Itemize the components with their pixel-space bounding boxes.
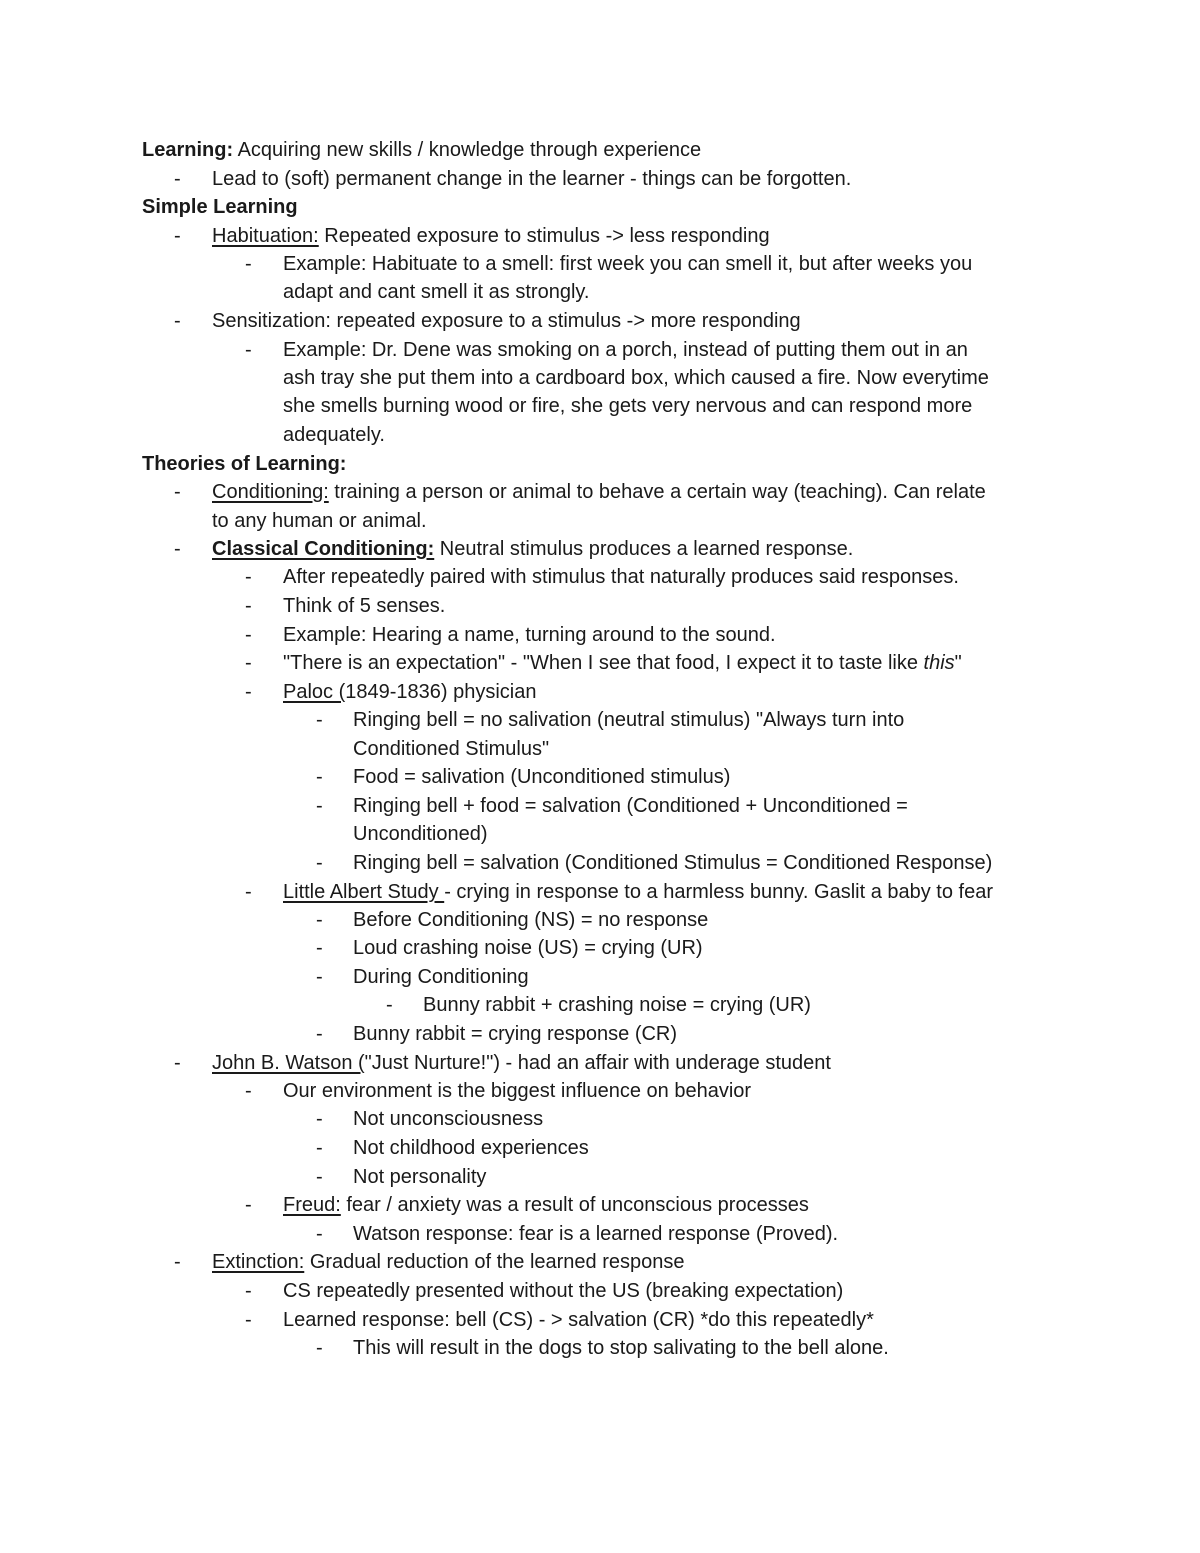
bullet-dash: - — [316, 966, 323, 988]
bullet-dash: - — [245, 1280, 252, 1302]
note-line — [142, 450, 346, 478]
note-line — [212, 535, 853, 563]
bullet-dash: - — [316, 1137, 323, 1159]
note-text: Bunny rabbit = crying response (CR) — [353, 1023, 678, 1045]
bullet-dash: - — [174, 168, 181, 190]
note-line — [353, 820, 488, 848]
note-line — [283, 878, 993, 906]
note-text: adequately. — [283, 424, 385, 446]
note-text: Extinction: — [212, 1251, 305, 1273]
note-text: Learned response: bell (CS) - > salvation (CR) *do this repeatedly* — [283, 1309, 874, 1331]
note-text: Think of 5 senses. — [283, 595, 446, 617]
note-text: training a person or animal to behave a certain way (teaching). Can relate — [328, 481, 986, 503]
note-text: Loud crashing noise (US) = crying (UR) — [353, 937, 703, 959]
note-line — [283, 1306, 874, 1334]
bullet-dash: - — [316, 1337, 323, 1359]
note-text: - crying in response to a harmless bunny. Gaslit a baby to fear — [444, 881, 993, 903]
note-text: Conditioning: — [212, 481, 329, 503]
note-line — [283, 1077, 751, 1105]
note-line — [212, 307, 801, 335]
note-line — [353, 906, 708, 934]
note-text: Gradual reduction of the learned response — [304, 1251, 685, 1273]
note-text: Ringing bell = no salivation (neutral stimulus) "Always turn into — [353, 709, 905, 731]
bullet-dash: - — [316, 766, 323, 788]
note-text: ash tray she put them into a cardboard box, which caused a fire. Now everytime — [283, 367, 989, 389]
note-text: Learning: — [142, 139, 234, 161]
note-line — [283, 563, 959, 591]
note-line — [142, 193, 298, 221]
note-text: Little Albert Study — [283, 881, 445, 903]
note-text: Paloc ( — [283, 681, 346, 703]
note-text: Sensitization: repeated exposure to a stimulus -> more responding — [212, 310, 801, 332]
note-text: Theories of Learning: — [142, 453, 347, 475]
note-line — [212, 222, 770, 250]
note-text: Bunny rabbit + crashing noise = crying (UR) — [423, 994, 811, 1016]
note-line — [283, 336, 968, 364]
note-text: Not childhood experiences — [353, 1137, 589, 1159]
note-line — [283, 421, 385, 449]
note-text: John B. Watson ( — [212, 1052, 365, 1074]
note-text: Acquiring new skills / knowledge through experience — [233, 139, 702, 161]
bullet-dash: - — [316, 852, 323, 874]
note-text: Conditioned Stimulus" — [353, 738, 550, 760]
bullet-dash: - — [174, 538, 181, 560]
note-line — [353, 1163, 486, 1191]
note-text: Simple Learning — [142, 196, 298, 218]
note-text: This will result in the dogs to stop salivating to the bell alone. — [353, 1337, 889, 1359]
note-text: "Just Nurture!") - had an affair with underage student — [364, 1052, 831, 1074]
bullet-dash: - — [245, 681, 252, 703]
note-line — [423, 991, 811, 1019]
note-line — [283, 649, 962, 677]
bullet-dash: - — [316, 1166, 323, 1188]
note-line — [283, 1191, 809, 1219]
note-line — [212, 1248, 685, 1276]
bullet-dash: - — [245, 595, 252, 617]
note-text: " — [954, 652, 962, 674]
bullet-dash: - — [245, 339, 252, 361]
note-text: After repeatedly paired with stimulus that naturally produces said responses. — [283, 566, 959, 588]
bullet-dash: - — [316, 1108, 323, 1130]
note-line — [283, 592, 445, 620]
note-text: fear / anxiety was a result of unconscious processes — [340, 1194, 809, 1216]
note-text: Example: Habituate to a smell: first week you can smell it, but after weeks you — [283, 253, 973, 275]
bullet-dash: - — [316, 1223, 323, 1245]
bullet-dash: - — [245, 624, 252, 646]
note-line — [353, 763, 730, 791]
note-line — [353, 1105, 543, 1133]
note-line — [283, 621, 776, 649]
note-line — [212, 165, 851, 193]
note-text: to any human or animal. — [212, 510, 427, 532]
note-text: Watson response: fear is a learned response (Proved). — [353, 1223, 839, 1245]
note-text: Neutral stimulus produces a learned response. — [434, 538, 854, 560]
note-text: Unconditioned) — [353, 823, 488, 845]
note-text: Not personality — [353, 1166, 487, 1188]
bullet-dash: - — [174, 1052, 181, 1074]
bullet-dash: - — [245, 253, 252, 275]
note-text: Habituation: — [212, 225, 319, 247]
note-text: Our environment is the biggest influence on behavior — [283, 1080, 752, 1102]
note-line — [283, 1277, 843, 1305]
note-line — [353, 1220, 838, 1248]
bullet-dash: - — [174, 310, 181, 332]
note-line — [353, 1334, 889, 1362]
note-line — [212, 1049, 831, 1077]
bullet-dash: - — [174, 1251, 181, 1273]
note-text: Ringing bell = salvation (Conditioned Stimulus = Conditioned Response) — [353, 852, 993, 874]
bullet-dash: - — [316, 937, 323, 959]
note-line — [212, 478, 986, 506]
note-text: Freud: — [283, 1194, 341, 1216]
note-line — [353, 934, 703, 962]
bullet-dash: - — [316, 1023, 323, 1045]
bullet-dash: - — [245, 652, 252, 674]
note-text: she smells burning wood or fire, she gets very nervous and can respond more — [283, 395, 973, 417]
note-line — [353, 792, 908, 820]
note-text: Food = salivation (Unconditioned stimulus) — [353, 766, 731, 788]
note-text: Classical Conditioning: — [212, 538, 435, 560]
note-line — [353, 735, 549, 763]
bullet-dash: - — [174, 225, 181, 247]
note-text: Repeated exposure to stimulus -> less responding — [318, 225, 770, 247]
note-line — [353, 963, 529, 991]
note-line — [283, 678, 537, 706]
note-text: CS repeatedly presented without the US (breaking expectation) — [283, 1280, 844, 1302]
note-line — [212, 507, 427, 535]
note-text: Example: Hearing a name, turning around to the sound. — [283, 624, 776, 646]
note-line — [353, 706, 904, 734]
bullet-dash: - — [245, 881, 252, 903]
note-line — [353, 1020, 677, 1048]
note-line — [283, 392, 972, 420]
bullet-dash: - — [316, 709, 323, 731]
bullet-dash: - — [245, 1080, 252, 1102]
note-line — [283, 278, 589, 306]
bullet-dash: - — [386, 994, 393, 1016]
note-line — [353, 849, 992, 877]
bullet-dash: - — [245, 1194, 252, 1216]
note-line — [283, 250, 972, 278]
note-text: Ringing bell + food = salvation (Conditioned + Unconditioned = — [353, 795, 908, 817]
note-text: Not unconsciousness — [353, 1108, 544, 1130]
note-text: adapt and cant smell it as strongly. — [283, 281, 590, 303]
note-line — [353, 1134, 589, 1162]
note-text: Example: Dr. Dene was smoking on a porch, instead of putting them out in an — [283, 339, 968, 361]
bullet-dash: - — [174, 481, 181, 503]
bullet-dash: - — [245, 1309, 252, 1331]
note-text: Before Conditioning (NS) = no response — [353, 909, 709, 931]
bullet-dash: - — [316, 909, 323, 931]
bullet-dash: - — [245, 566, 252, 588]
bullet-dash: - — [316, 795, 323, 817]
note-text: During Conditioning — [353, 966, 529, 988]
note-text: this — [923, 652, 955, 674]
note-line — [283, 364, 989, 392]
note-text: "There is an expectation" - "When I see that food, I expect it to taste like — [283, 652, 924, 674]
note-text: Lead to (soft) permanent change in the learner - things can be forgotten. — [212, 168, 852, 190]
note-line — [142, 136, 701, 164]
note-text: 1849-1836) physician — [345, 681, 537, 703]
